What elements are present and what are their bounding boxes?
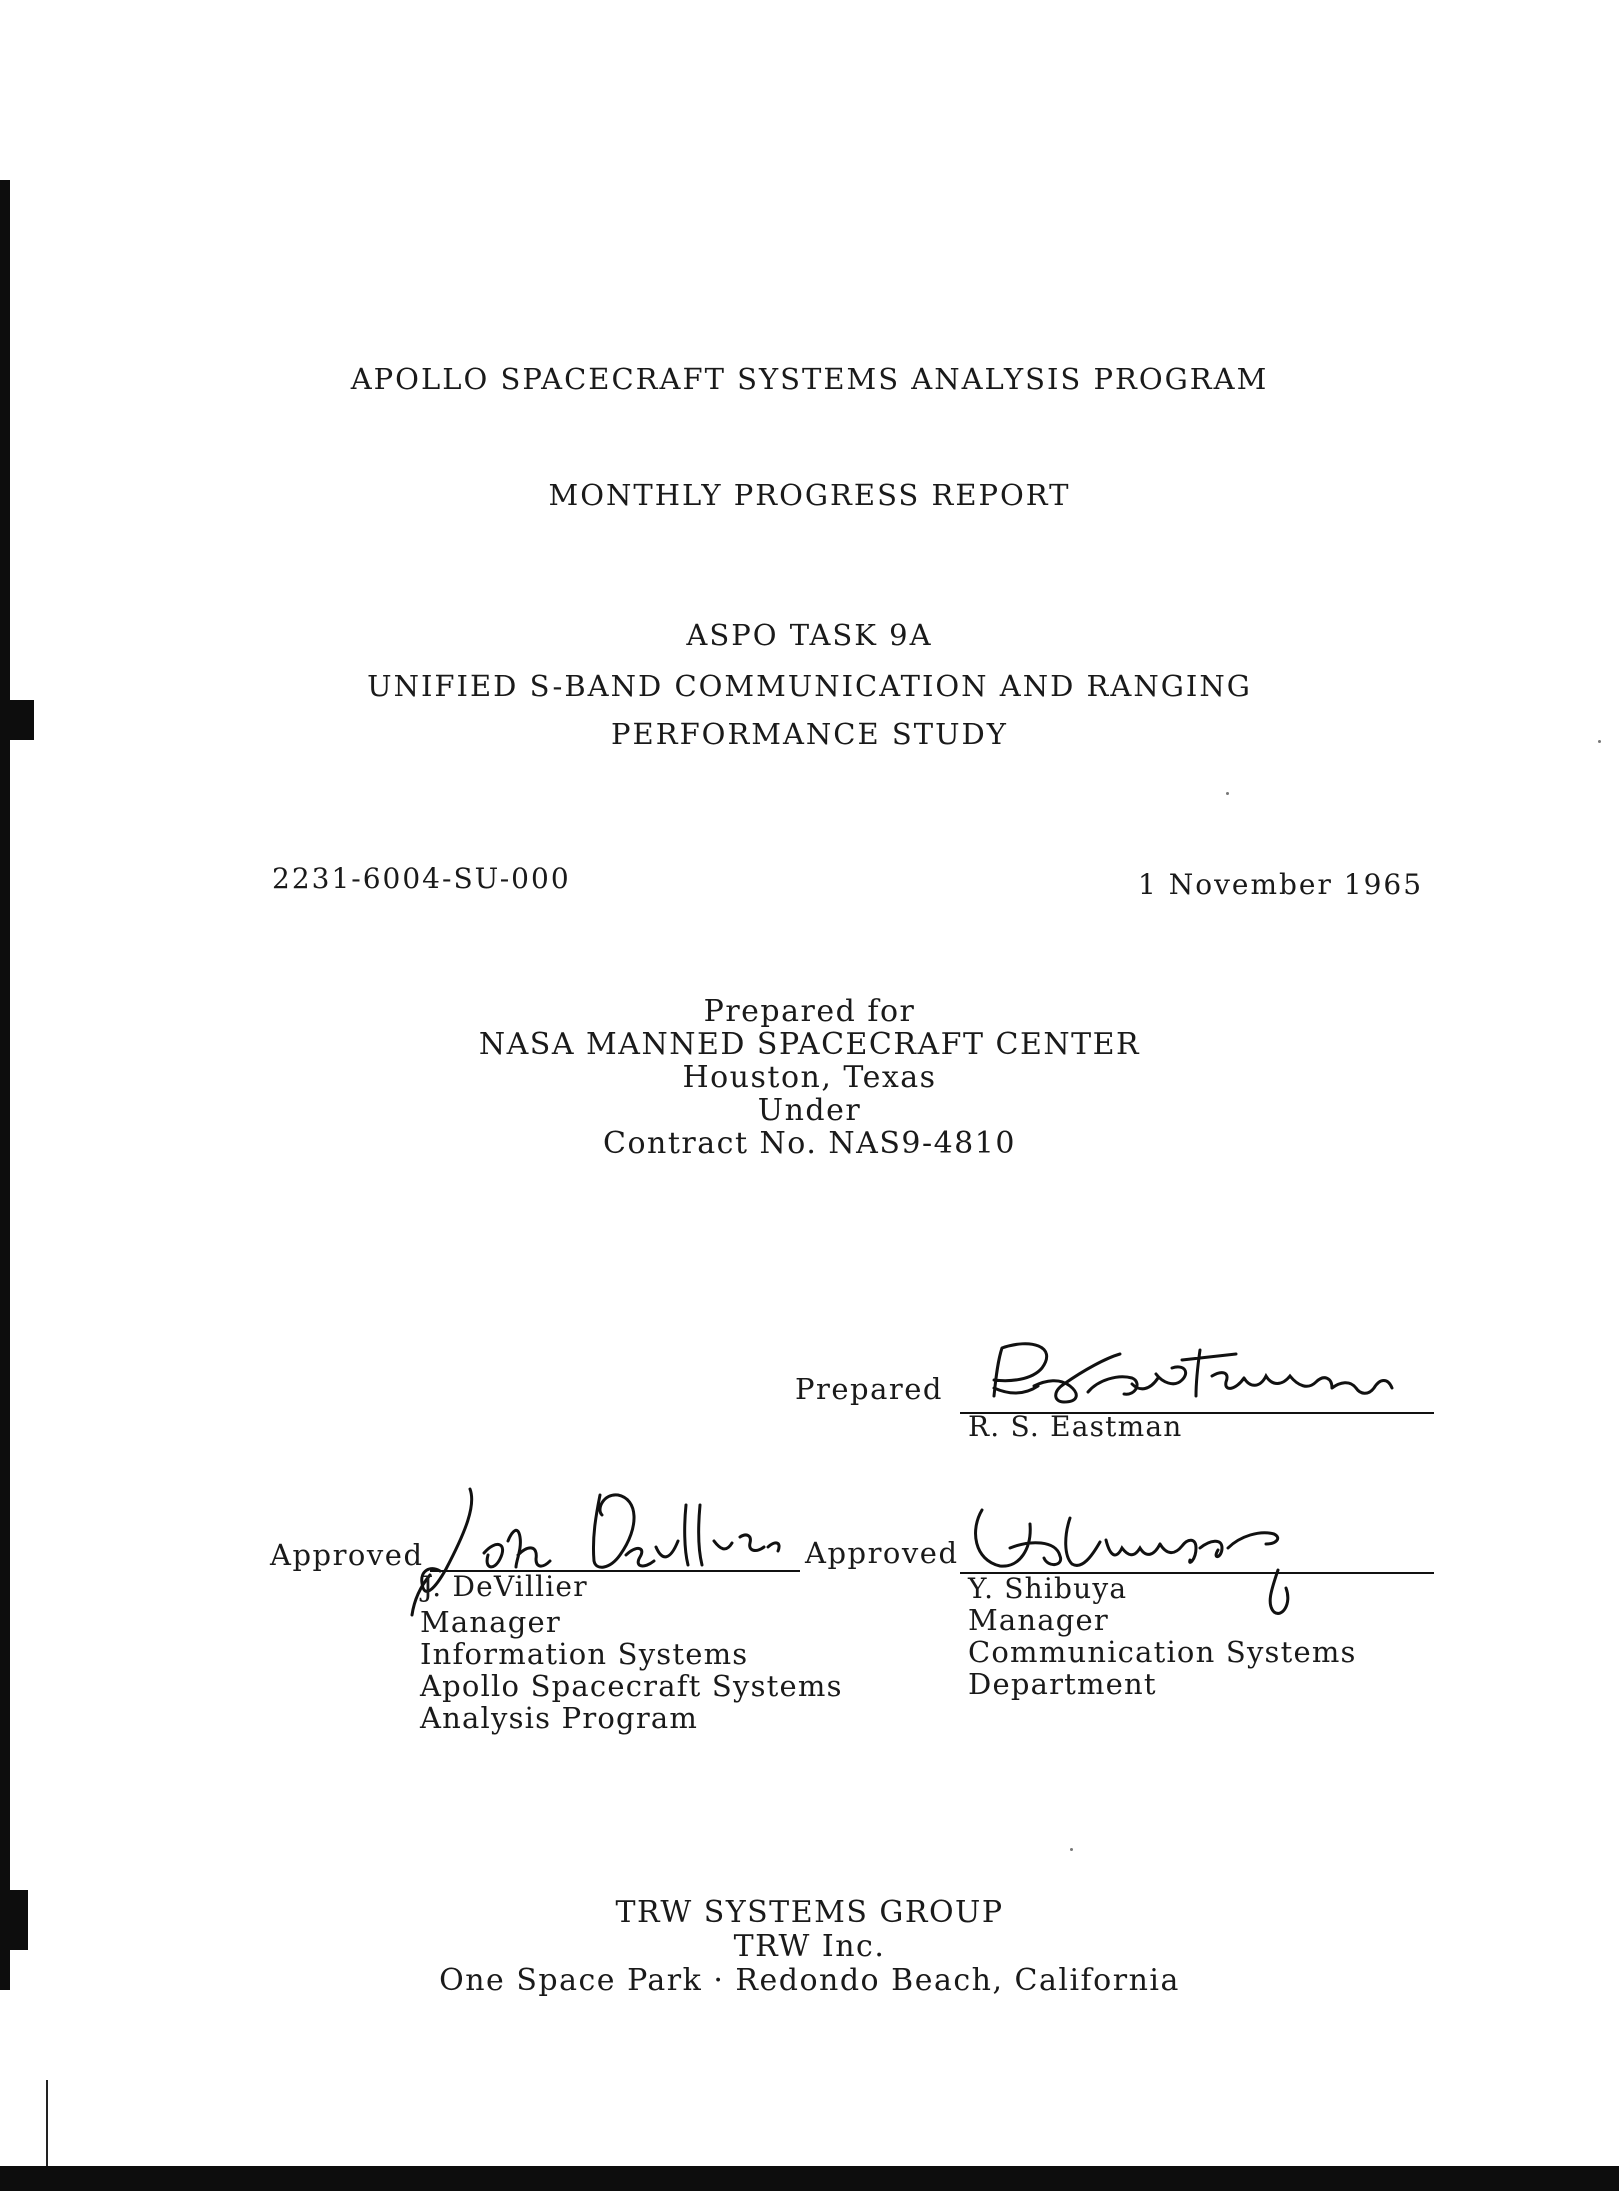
margin-rule xyxy=(46,2080,48,2166)
under-label: Under xyxy=(757,1093,862,1128)
task-line: ASPO TASK 9A xyxy=(686,618,933,652)
contract-number: Contract No. NAS9-4810 xyxy=(603,1126,1016,1161)
approved-left-label: Approved xyxy=(270,1538,424,1572)
publisher-address: One Space Park · Redondo Beach, California xyxy=(439,1963,1180,1998)
prepared-for-label: Prepared for xyxy=(703,994,916,1029)
prepared-label: Prepared xyxy=(795,1372,943,1406)
scan-speck xyxy=(1070,1848,1073,1851)
prepared-name: R. S. Eastman xyxy=(968,1410,1183,1443)
publisher-group: TRW SYSTEMS GROUP xyxy=(615,1895,1004,1930)
eastman-signature xyxy=(960,1330,1460,1410)
customer-name: NASA MANNED SPACECRAFT CENTER xyxy=(478,1027,1141,1062)
approved-right-name: Y. Shibuya xyxy=(968,1572,1128,1605)
report-number: 2231-6004-SU-000 xyxy=(272,862,571,895)
publisher-company: TRW Inc. xyxy=(733,1929,886,1964)
report-date: 1 November 1965 xyxy=(1138,868,1424,901)
approved-left-title-block xyxy=(420,1606,843,1734)
approved-right-title-2: Communication Systems xyxy=(968,1635,1357,1669)
approved-left-title-3: Apollo Spacecraft Systems xyxy=(420,1669,843,1703)
approved-right-label: Approved xyxy=(805,1536,959,1570)
scan-edge-bottom xyxy=(0,2166,1619,2191)
approved-left-title-2: Information Systems xyxy=(420,1637,749,1671)
approved-right-title-block xyxy=(968,1604,1357,1700)
prepared-for-block xyxy=(0,995,1619,1160)
approved-left-title-4: Analysis Program xyxy=(420,1701,699,1735)
customer-location: Houston, Texas xyxy=(682,1060,937,1095)
approved-right-title-1: Manager xyxy=(968,1603,1109,1637)
approved-left-name: J. DeVillier xyxy=(422,1570,588,1603)
approved-left-title-1: Manager xyxy=(420,1605,561,1639)
scan-speck xyxy=(1226,792,1229,795)
publisher-block xyxy=(0,1896,1619,1998)
study-line-1: UNIFIED S-BAND COMMUNICATION AND RANGING xyxy=(367,669,1252,703)
report-type: MONTHLY PROGRESS REPORT xyxy=(548,478,1071,512)
approved-right-title-3: Department xyxy=(968,1667,1157,1701)
program-title: APOLLO SPACECRAFT SYSTEMS ANALYSIS PROGRAM xyxy=(350,362,1269,396)
study-line-2: PERFORMANCE STUDY xyxy=(611,717,1008,751)
